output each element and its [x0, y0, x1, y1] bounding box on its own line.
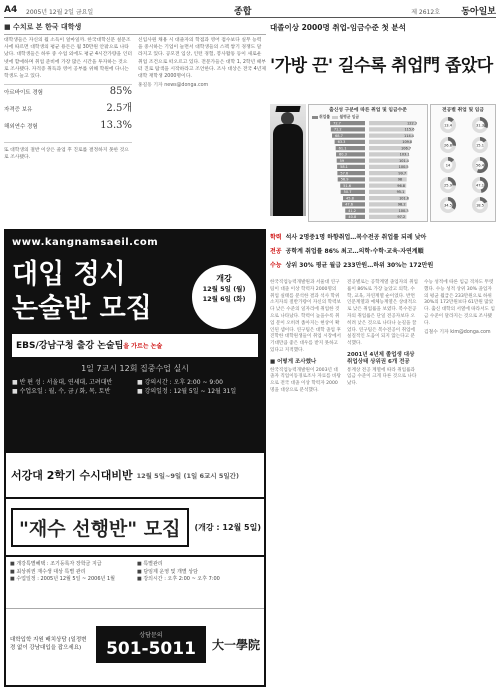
ad-schedule-right: ■ 강의시간 : 오후 2:00 ~ 9:00 ■ 강의일정 : 12월 5일 ~ 12월 31일 — [137, 379, 237, 395]
pie-value-label: 15.1 — [475, 143, 485, 148]
bar-chart-svg — [309, 120, 427, 220]
ad-sogang-dates: 12월 5일~9일 (1일 6교시 5일간) — [136, 471, 239, 480]
newspaper-logo: 동아일보 — [461, 7, 496, 17]
bar-label: 101.4 — [399, 158, 410, 163]
legend-swatch-1 — [312, 116, 318, 119]
subheads — [270, 232, 496, 274]
sidebar-byline: 홍길동 기자 news@donga.com — [138, 83, 209, 89]
bar-label: 100.3 — [398, 208, 409, 213]
stat-row — [4, 122, 132, 139]
bar-label: 56.9 — [340, 177, 349, 182]
bar-label: 60.3 — [339, 152, 347, 157]
bar-label: 106.7 — [401, 146, 412, 151]
subhead-tag: 학력 — [270, 234, 282, 241]
pie-value-label: 13.4 — [443, 123, 453, 128]
bar-label: 109.8 — [402, 140, 413, 144]
pie-value-label: 14 — [445, 163, 451, 168]
pie-chart-title: 전공별 취업 및 임금 — [441, 108, 485, 113]
bar-chart-box — [308, 104, 428, 222]
method-box-text: 한국직업능력개발원이 2003년 대졸자 직업이동경로조사 자료를 바탕으로 전국 대졸 이상 학력자 2000명을 대상으로 분석했다. — [270, 367, 341, 393]
ad-url[interactable]: www.kangnamsaeil.com — [12, 237, 159, 248]
stat-value: 13.3% — [100, 120, 132, 132]
bar-label: 72.7 — [333, 121, 341, 126]
ad-footer — [6, 609, 264, 679]
ad-top-banner — [6, 231, 264, 453]
pie-value-label: 25.9 — [443, 183, 453, 188]
stat-label: 해외연수 경험 — [4, 124, 38, 131]
sidebar-text-2: 또 대학생의 절반 이상은 졸업 후 진로를 결정하지 못한 것으로 조사됐다. — [4, 148, 129, 161]
ad-phone-number: 501-5011 — [106, 638, 196, 659]
ad-course: 1일 7교시 12회 집중수업 실시 — [81, 364, 189, 373]
ad-subtitle — [12, 334, 258, 357]
ad-repeat-course — [6, 499, 264, 557]
subhead-text: 공학계 취업률 86% 최고…의학·수학·교육·자연계順 — [285, 248, 424, 255]
ad-subtitle-main: EBS/강남구청 출강 논술팀 — [16, 341, 124, 351]
gown-shape — [273, 124, 303, 216]
legend-swatch-2 — [332, 116, 338, 119]
bar-label: 61.1 — [338, 146, 347, 151]
stat-label: 자격증 보유 — [4, 107, 33, 114]
stat-label: 아르바이트 경험 — [4, 90, 43, 97]
ad-headline-1: 대입 정시 — [12, 259, 126, 290]
ad-date-label: 개강 — [216, 274, 232, 283]
pie-value-label: 56.4 — [475, 163, 485, 168]
bar-label: 40.8 — [348, 215, 357, 219]
bar-label: 103.1 — [399, 152, 410, 157]
legend-label-2: 월평균 임금 — [339, 114, 360, 119]
graduate-photo — [270, 104, 306, 216]
bar-label: 45.8 — [346, 196, 354, 201]
bar-chart-title: 출신성 구분에 따른 취업 및 임금수준 — [329, 108, 407, 113]
bar-label: 99.7 — [398, 171, 407, 176]
sidebar-kicker: ■ 수치로 본 한국 대학생 — [4, 22, 266, 35]
page-header — [4, 4, 496, 18]
bar-label: 41.2 — [348, 208, 357, 213]
article-body — [270, 280, 496, 682]
pie-chart-svg — [431, 113, 497, 221]
bar-label: 51.6 — [343, 183, 352, 188]
subhead-tag: 수능 — [270, 262, 282, 269]
pie-value-label: 34.5 — [443, 203, 453, 208]
subhead-1 — [270, 232, 496, 246]
sidebar-col-1 — [4, 37, 132, 231]
ad-schedule — [12, 378, 258, 396]
bar-label: 59 — [339, 158, 345, 163]
subhead-2 — [270, 246, 496, 260]
ad-repeat-open: (개강 : 12월 5일) — [194, 522, 261, 532]
body-paragraph: 수능 성적에 따른 임금 격차도 뚜렷했다. 수능 성적 상위 30% 졸업자의 평균 월급은 233만원으로 하위 30%의 172만원보다 61만원 많았다. 출신 대학의 서열에 따라서도 임금 수준이 달라지는 것으로 조사됐다. — [424, 280, 495, 326]
article-headline: '가방 끈' 길수록 취업門 좁았다 — [270, 56, 493, 76]
body-col-1 — [270, 280, 342, 682]
stat-value: 2.5개 — [106, 103, 132, 115]
body-paragraph: 전공별로는 공학계열 졸업자의 취업률이 86%로 가장 높았고 의학, 수학, 교육, 자연계열 순이었다. 반면 인문계열과 예체능계열은 상대적으로 낮은 취업률을 보였다. 복수전공자의 취업률은 단일 전공자보다 오히려 낮은 것으로 나타나 눈길을 끌었다. 연구팀은 복수전공이 취업에 실질적인 도움이 되지 않는다고 분석했다. — [347, 280, 418, 347]
ad-repeat-title: "재수 선행반" 모집 — [11, 508, 189, 547]
bar-label: 100.5 — [398, 165, 409, 169]
ad-info-left: ■ 개강특별혜택 : 조기등록자 장학금 지급 ■ 최상위권 재수생 대상 특별 관리 ■ 수업일정 : 2005년 12월 5일 ~ 2006년 1월 — [10, 561, 115, 582]
ad-sogang-row — [6, 453, 264, 499]
bar-label: 101.6 — [399, 196, 410, 201]
ad-schedule-left: ■ 반 편 성 : 서울대, 연세대, 고려대반 ■ 수업요일 : 월, 수, 금 / 화, 목, 토반 — [12, 379, 113, 395]
page-number: A4 — [4, 5, 18, 15]
article-byline: 김철수 기자 kim@donga.com — [424, 329, 491, 335]
pie-value-label: 47.1 — [475, 183, 485, 188]
sidebar-text-3: 신입사원 채용 시 대졸자의 학점과 영어 점수보다 실무 능력을 중시하는 기업이 늘면서 대학생들의 스펙 쌓기 경쟁도 달라지고 있다. 공모전 입상, 인턴 경험, 봉사활동 등이 새로운 취업 조건으로 떠오르고 있다. 전문가들은 대학 1, 2학년 때부터 진로 탐색을 시작하라고 조언한다. 조사 대상은 전국 4년제 대학 재학생 2000명이다. — [138, 38, 268, 80]
pie-value-label: 26.8 — [443, 143, 453, 148]
ad-subtitle-tail: 을 가르는 논술 — [123, 343, 163, 350]
ad-note: 대학입학 지원 배치상담 (일정변경 없이 강남대입을 잡으세요) — [10, 637, 87, 651]
main-article-head — [270, 22, 496, 76]
ad-phone-label: 상담문의 — [139, 631, 163, 639]
ad-phone-box[interactable] — [96, 626, 206, 663]
ad-sogang-title: 서강대 2학기 수시대비반 — [11, 469, 133, 482]
stats-box — [4, 84, 132, 143]
bar-label: 71.2 — [333, 127, 342, 132]
bar-label: 115.6 — [404, 127, 415, 132]
bar-label: 63.3 — [337, 140, 346, 144]
bar-label: 50.7 — [343, 190, 352, 194]
body-paragraph: 한국직업능력개발원과 서울대 연구팀이 대졸 이상 학력자 2000명의 취업 실태를 분석한 결과 석사 학위 소지자의 절반가량이 자신의 학력보다 낮은 수준의 일자리에 취업한 것으로 나타났다. 학력이 높을수록 취업 문이 오히려 좁아지는 현상이 확인된 셈이다. 연구팀은 대학 졸업 후 진학한 대학원생들이 취업 시장에서 기대만큼 좋은 대우를 받지 못하고 있다고 지적했다. — [270, 280, 343, 353]
pie-chart-box — [430, 104, 496, 222]
issue-number: 제 2612호 — [411, 9, 440, 16]
ad-date-1: 12월 5일 (월) — [202, 285, 246, 293]
subhead-tag: 전공 — [270, 248, 282, 255]
pie-value-label: 18.5 — [475, 203, 485, 208]
sidebar-text-1: 대학생들은 자신의 월 소득이 얼마일까. 한국대학신문 설문조사에 따르면 대학생의 평균 용돈은 월 30만원 안팎으로 나타났다. 대학생들은 하루 중 수업 외에도 평균 4시간가량을 인터넷에 할애하며 취업 준비에 가장 많은 시간을 투자하는 것으로 조사됐다. 자격증 취득과 영어 공부를 위해 학원에 다니는 학생도 늘고 있다. — [4, 38, 132, 80]
ad-date-2: 12월 6일 (화) — [202, 295, 246, 303]
ad-date-badge — [192, 265, 256, 329]
subhead-3 — [270, 260, 496, 274]
major-box-title: 2001년 4년제 졸업생 대상 취업상태 상위권 6개 전공 — [347, 351, 415, 365]
bar-label: 58.1 — [340, 165, 348, 169]
ad-info — [6, 557, 264, 609]
ad-brand-logo: 大一學院 — [211, 637, 260, 652]
bar-label: 98 — [397, 177, 403, 182]
bar-label: 97.2 — [397, 215, 406, 219]
major-box-text: 통계상 전공 계열에 따라 취업률과 임금 수준이 크게 다른 것으로 나타났다. — [347, 367, 417, 387]
legend-label-1: 취업률 — [319, 114, 331, 119]
publish-date: 2005년 12월 2일 금요일 — [26, 9, 94, 16]
sidebar-col-2 — [138, 37, 266, 231]
ad-info-right: ■ 특별관리 ■ 담임제 운영 및 개별 상담 ■ 강의시간 : 오후 2:00 ~ 오후 7:00 — [137, 561, 220, 582]
pie-value-label: 31.3 — [475, 123, 485, 128]
body-col-3 — [424, 280, 496, 682]
bar-label: 114.4 — [404, 133, 415, 138]
bar-label: 95.1 — [396, 190, 405, 194]
method-box-title: ■ 어떻게 조사했나 — [270, 358, 317, 365]
ad-headline-2: 논술반 모집 — [12, 293, 152, 324]
bar-label: 68.7 — [335, 133, 343, 138]
bar-label: 47.6 — [345, 202, 353, 207]
subhead-text: 상위 30% 평균 월급 233만원…하위 30%는 172만원 — [285, 262, 434, 269]
bar-label: 96.8 — [397, 183, 406, 188]
article-kicker: 대졸이상 2000명 취업-임금수준 첫 분석 — [270, 23, 406, 32]
bar-label: 98.2 — [397, 202, 406, 207]
subhead-text: 석사 2명중1명 하향취업…복수전공 취업률 되레 낮아 — [285, 234, 427, 241]
bar-label: 122.3 — [407, 121, 418, 126]
body-col-2 — [347, 280, 419, 682]
academy-advertisement — [4, 229, 266, 687]
section-title: 종합 — [234, 7, 252, 17]
stat-value: 85% — [109, 86, 132, 98]
sidebar-stats-column — [4, 22, 266, 227]
bar-label: 57.6 — [340, 171, 349, 176]
